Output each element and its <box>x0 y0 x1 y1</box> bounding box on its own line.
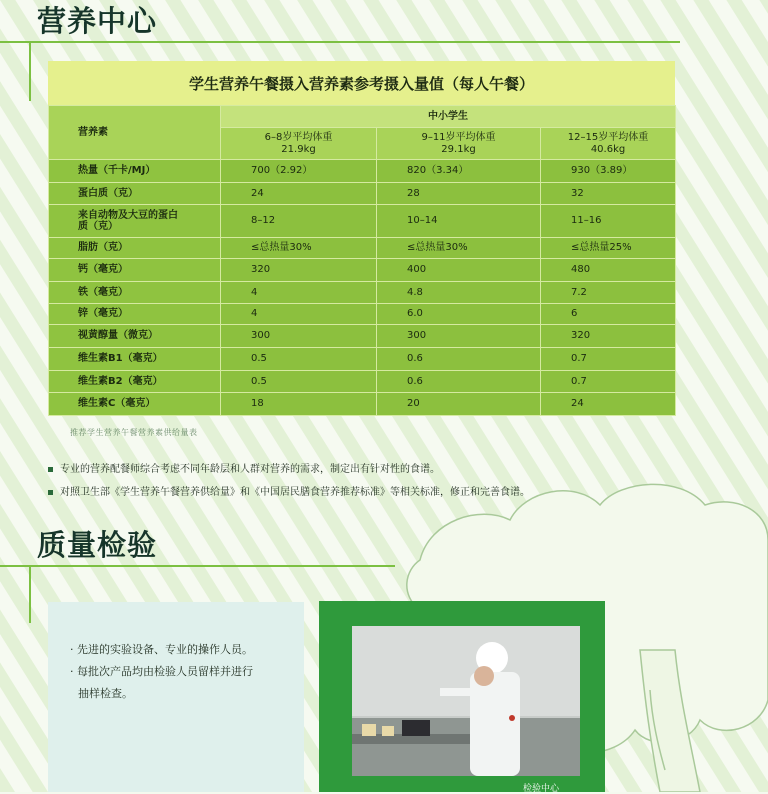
bullet-item: 对照卫生部《学生营养午餐营养供给量》和《中国居民膳食营养推荐标准》等相关标准，修正和完善食谱。 <box>48 483 530 498</box>
row-nutrient-name: 钙（毫克） <box>49 259 221 282</box>
quality-item: · 先进的实验设备、专业的操作人员。 <box>70 643 253 656</box>
row-value-cell: 20 <box>377 393 541 416</box>
table-header-row <box>49 106 676 128</box>
row-value-cell: 320 <box>541 325 676 348</box>
row-value-cell: 4 <box>221 282 377 304</box>
table-row <box>49 282 676 304</box>
row-value-cell: 0.6 <box>377 371 541 393</box>
table-row <box>49 325 676 348</box>
header-age-label: 6–8岁平均体重 <box>264 132 333 143</box>
header-nutrient: 营养素 <box>49 106 221 160</box>
row-value-cell: 300 <box>377 325 541 348</box>
row-nutrient-name: 维生素B1（毫克） <box>49 348 221 371</box>
row-nutrient-name: 铁（毫克） <box>49 282 221 304</box>
row-nutrient-name: 维生素C（毫克） <box>49 393 221 416</box>
row-value-cell: 700（2.92） <box>221 160 377 183</box>
row-nutrient-name: 维生素B2（毫克） <box>49 371 221 393</box>
table-row <box>49 259 676 282</box>
quality-item: 抽样检查。 <box>78 687 133 700</box>
table-row <box>49 304 676 325</box>
row-value-cell: 28 <box>377 183 541 205</box>
row-value-cell: ≤总热量25% <box>541 238 676 259</box>
row-value-cell: 0.6 <box>377 348 541 371</box>
header-age-label: 12–15岁平均体重 <box>567 132 649 143</box>
section-title-nutrition: 营养中心 <box>37 4 158 38</box>
row-value-cell: 4 <box>221 304 377 325</box>
row-value-cell: 8–12 <box>221 205 377 238</box>
table-row <box>49 183 676 205</box>
header-weight-label: 21.9kg <box>281 143 316 155</box>
heading-vertical-rule <box>29 565 31 623</box>
header-age-column <box>377 128 541 160</box>
row-nutrient-name: 蛋白质（克） <box>49 183 221 205</box>
row-value-cell: 6.0 <box>377 304 541 325</box>
table-row <box>49 205 676 238</box>
table-title: 学生营养午餐摄入营养素参考摄入量值（每人午餐） <box>48 61 675 105</box>
row-value-cell: 300 <box>221 325 377 348</box>
header-age-column <box>221 128 377 160</box>
table-row <box>49 371 676 393</box>
row-value-cell: 0.7 <box>541 371 676 393</box>
row-value-cell: 24 <box>221 183 377 205</box>
bullet-item: 专业的营养配餐师综合考虑不同年龄层和人群对营养的需求，制定出有针对性的食谱。 <box>48 460 440 475</box>
row-value-cell: 320 <box>221 259 377 282</box>
row-value-cell: 11–16 <box>541 205 676 238</box>
lab-photo <box>352 626 580 776</box>
row-value-cell: 18 <box>221 393 377 416</box>
header-group: 中小学生 <box>221 106 676 128</box>
section-title-quality: 质量检验 <box>37 528 158 562</box>
row-value-cell: 930（3.89） <box>541 160 676 183</box>
row-value-cell: 0.5 <box>221 371 377 393</box>
header-age-column <box>541 128 676 160</box>
quality-item: · 每批次产品均由检验人员留样并进行 <box>70 665 253 678</box>
row-value-cell: 4.8 <box>377 282 541 304</box>
row-value-cell: ≤总热量30% <box>221 238 377 259</box>
row-value-cell: 0.7 <box>541 348 676 371</box>
row-value-cell: 480 <box>541 259 676 282</box>
photo-caption: 检验中心 <box>523 784 560 794</box>
row-value-cell: 6 <box>541 304 676 325</box>
nutrition-table <box>48 105 676 416</box>
row-nutrient-name: 热量（千卡/MJ） <box>49 160 221 183</box>
row-nutrient-name: 视黄醇量（微克） <box>49 325 221 348</box>
heading-underline <box>0 41 680 43</box>
bullet-square-icon <box>48 490 53 495</box>
row-value-cell: ≤总热量30% <box>377 238 541 259</box>
row-value-cell: 820（3.34） <box>377 160 541 183</box>
table-row <box>49 238 676 259</box>
table-row <box>49 160 676 183</box>
row-nutrient-name: 来自动物及大豆的蛋白质（克） <box>49 205 221 238</box>
header-weight-label: 29.1kg <box>441 143 476 155</box>
row-nutrient-name: 脂肪（克） <box>49 238 221 259</box>
header-age-label: 9–11岁平均体重 <box>421 132 496 143</box>
row-nutrient-name: 锌（毫克） <box>49 304 221 325</box>
row-value-cell: 24 <box>541 393 676 416</box>
row-value-cell: 10–14 <box>377 205 541 238</box>
table-row <box>49 393 676 416</box>
table-row <box>49 348 676 371</box>
table-caption: 推荐学生营养午餐营养素供给量表 <box>70 428 198 437</box>
row-value-cell: 0.5 <box>221 348 377 371</box>
row-value-cell: 32 <box>541 183 676 205</box>
lab-scene-image <box>352 626 580 776</box>
row-value-cell: 400 <box>377 259 541 282</box>
header-weight-label: 40.6kg <box>590 143 626 155</box>
bullet-square-icon <box>48 467 53 472</box>
heading-vertical-rule <box>29 41 31 101</box>
row-value-cell: 7.2 <box>541 282 676 304</box>
heading-underline <box>0 565 395 567</box>
